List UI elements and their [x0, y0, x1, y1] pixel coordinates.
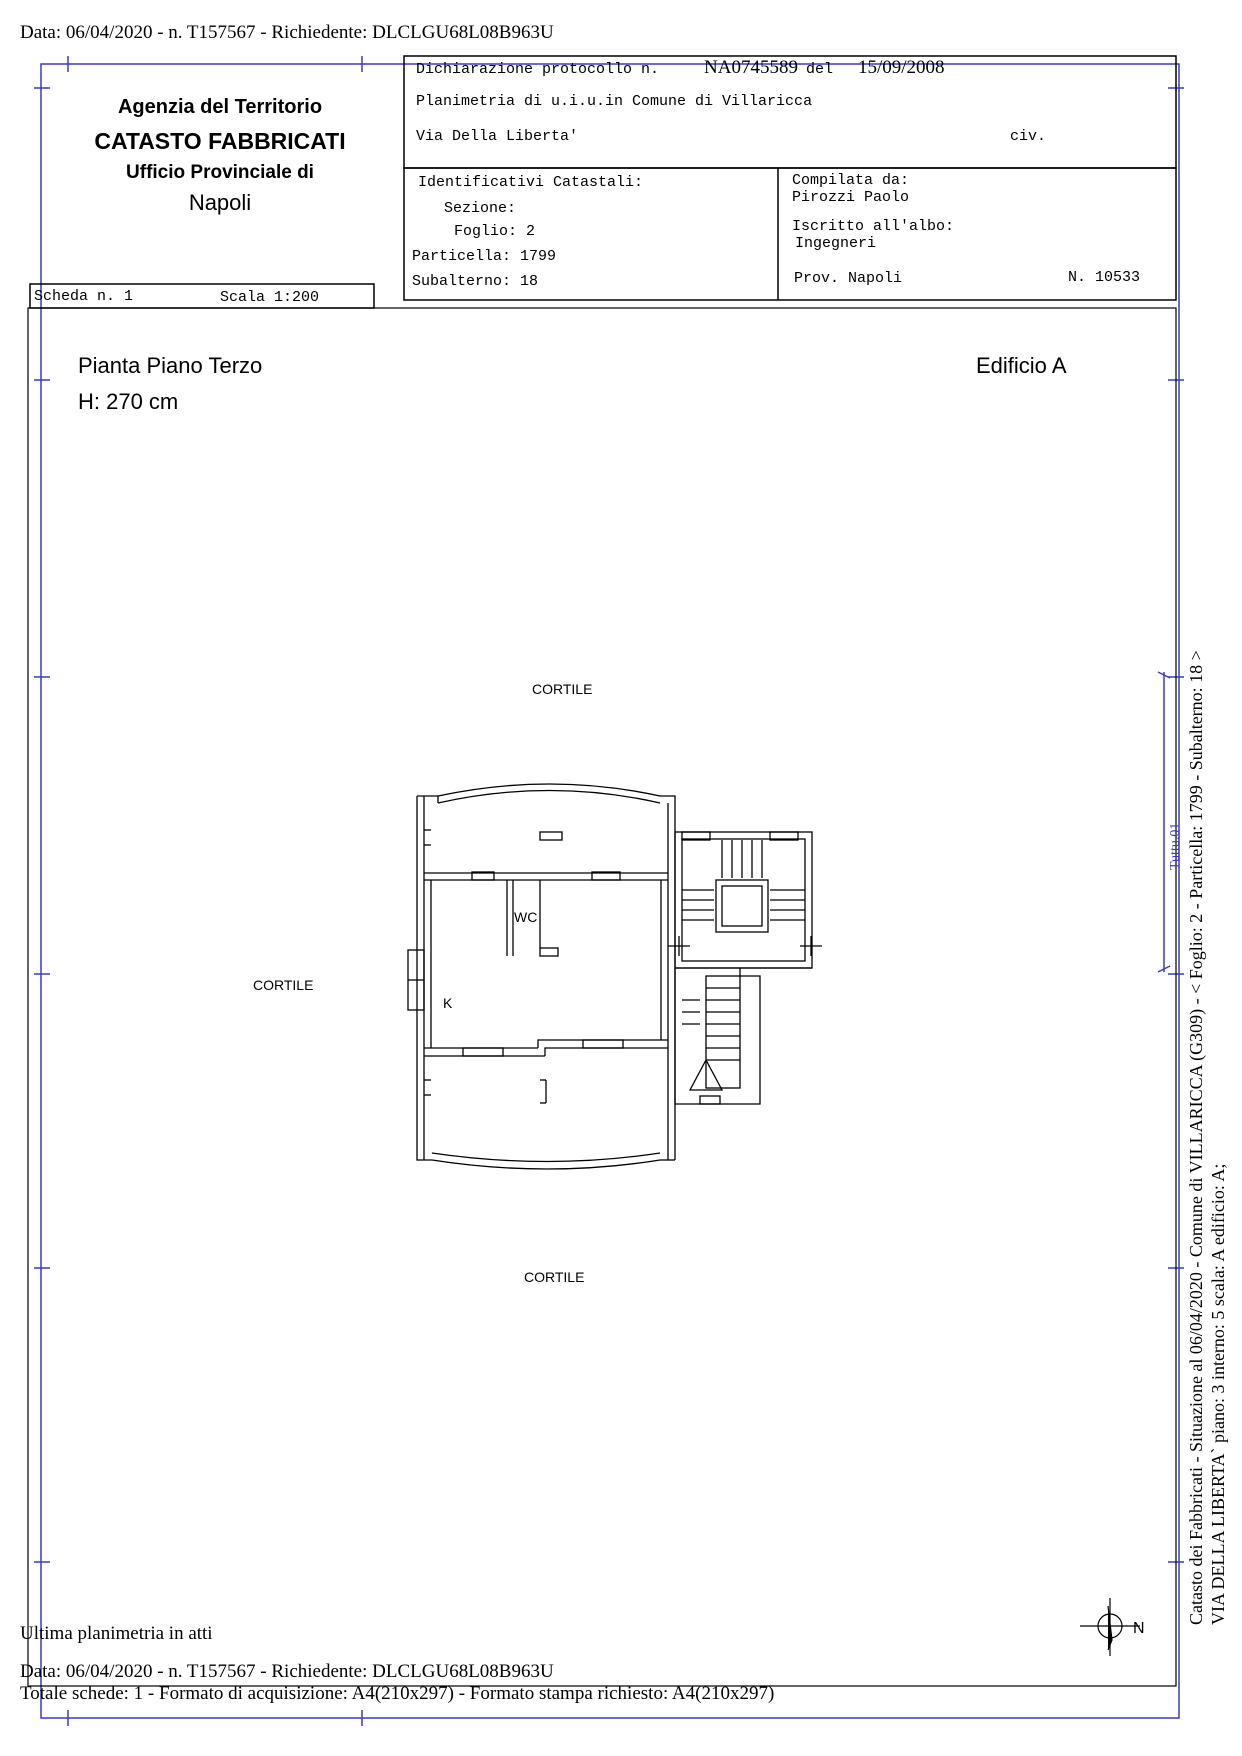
wc-label: WC	[514, 909, 538, 925]
footer-data: Data: 06/04/2020 - n. T157567 - Richiedente: DLCLGU68L08B963U	[20, 1661, 554, 1682]
declaration-number: NA0745589	[704, 57, 798, 78]
subalterno-value: Subalterno: 18	[412, 273, 539, 290]
identifiers-title: Identificativi Catastali:	[418, 174, 644, 191]
declaration-label: Dichiarazione protocollo n.	[416, 61, 660, 78]
ultima-planimetria: Ultima planimetria in atti	[20, 1623, 213, 1644]
ufficio-city: Napoli	[188, 190, 252, 215]
cortile-bottom-label: CORTILE	[524, 1269, 585, 1285]
albo-label: Iscritto all'albo:	[792, 218, 955, 235]
footer-totale: Totale schede: 1 - Formato di acquisizione: A4(210x297) - Formato stampa richiesto: A4(210x297)	[20, 1683, 775, 1704]
planimetria-line: Planimetria di u.i.u.in Comune di Villaricca	[416, 93, 813, 110]
cortile-top-label: CORTILE	[532, 681, 593, 697]
declaration-del: del	[806, 61, 834, 78]
side-info-line2: VIA DELLA LIBERTA` piano: 3 interno: 5 scala: A edificio: A;	[1208, 1163, 1228, 1625]
foglio-value: Foglio: 2	[454, 223, 536, 240]
civ-label: civ.	[1010, 128, 1047, 145]
address-line: Via Della Liberta'	[416, 128, 579, 145]
ufficio-label: Ufficio Provinciale di	[126, 162, 314, 183]
compiler-label: Compilata da:	[792, 172, 910, 189]
kitchen-label: K	[443, 995, 453, 1011]
side-info	[1185, 650, 1229, 1625]
compiler-name: Pirozzi Paolo	[792, 189, 910, 206]
sezione-value: Sezione:	[444, 200, 517, 217]
side-info-line1: Catasto dei Fabbricati - Situazione al 06/04/2020 - Comune di VILLARICCA (G309) - < Foglio: 2 - Particella: 1799 - Subalterno: 18 >	[1186, 650, 1206, 1625]
scale-label: Scala 1:200	[220, 289, 320, 306]
declaration-date: 15/09/2008	[858, 57, 945, 78]
agency-name: Agenzia del Territorio	[117, 96, 323, 118]
floor-title: Pianta Piano Terzo	[78, 353, 263, 378]
albo-value: Ingegneri	[795, 235, 877, 252]
registration-number: N. 10533	[1068, 269, 1141, 286]
top-header: Data: 06/04/2020 - n. T157567 - Richiedente: DLCLGU68L08B963U	[20, 22, 554, 43]
scheda-label: Scheda n. 1	[34, 288, 134, 305]
cortile-left-label: CORTILE	[253, 977, 314, 993]
catasto-title: CATASTO FABBRICATI	[94, 128, 346, 154]
province: Prov. Napoli	[794, 270, 903, 287]
north-label: N	[1133, 1620, 1145, 1637]
side-stamp: Tuttu.01	[1168, 822, 1183, 870]
particella-value: Particella: 1799	[412, 248, 557, 265]
floor-height: H: 270 cm	[78, 389, 179, 414]
building-label: Edificio A	[976, 353, 1067, 378]
